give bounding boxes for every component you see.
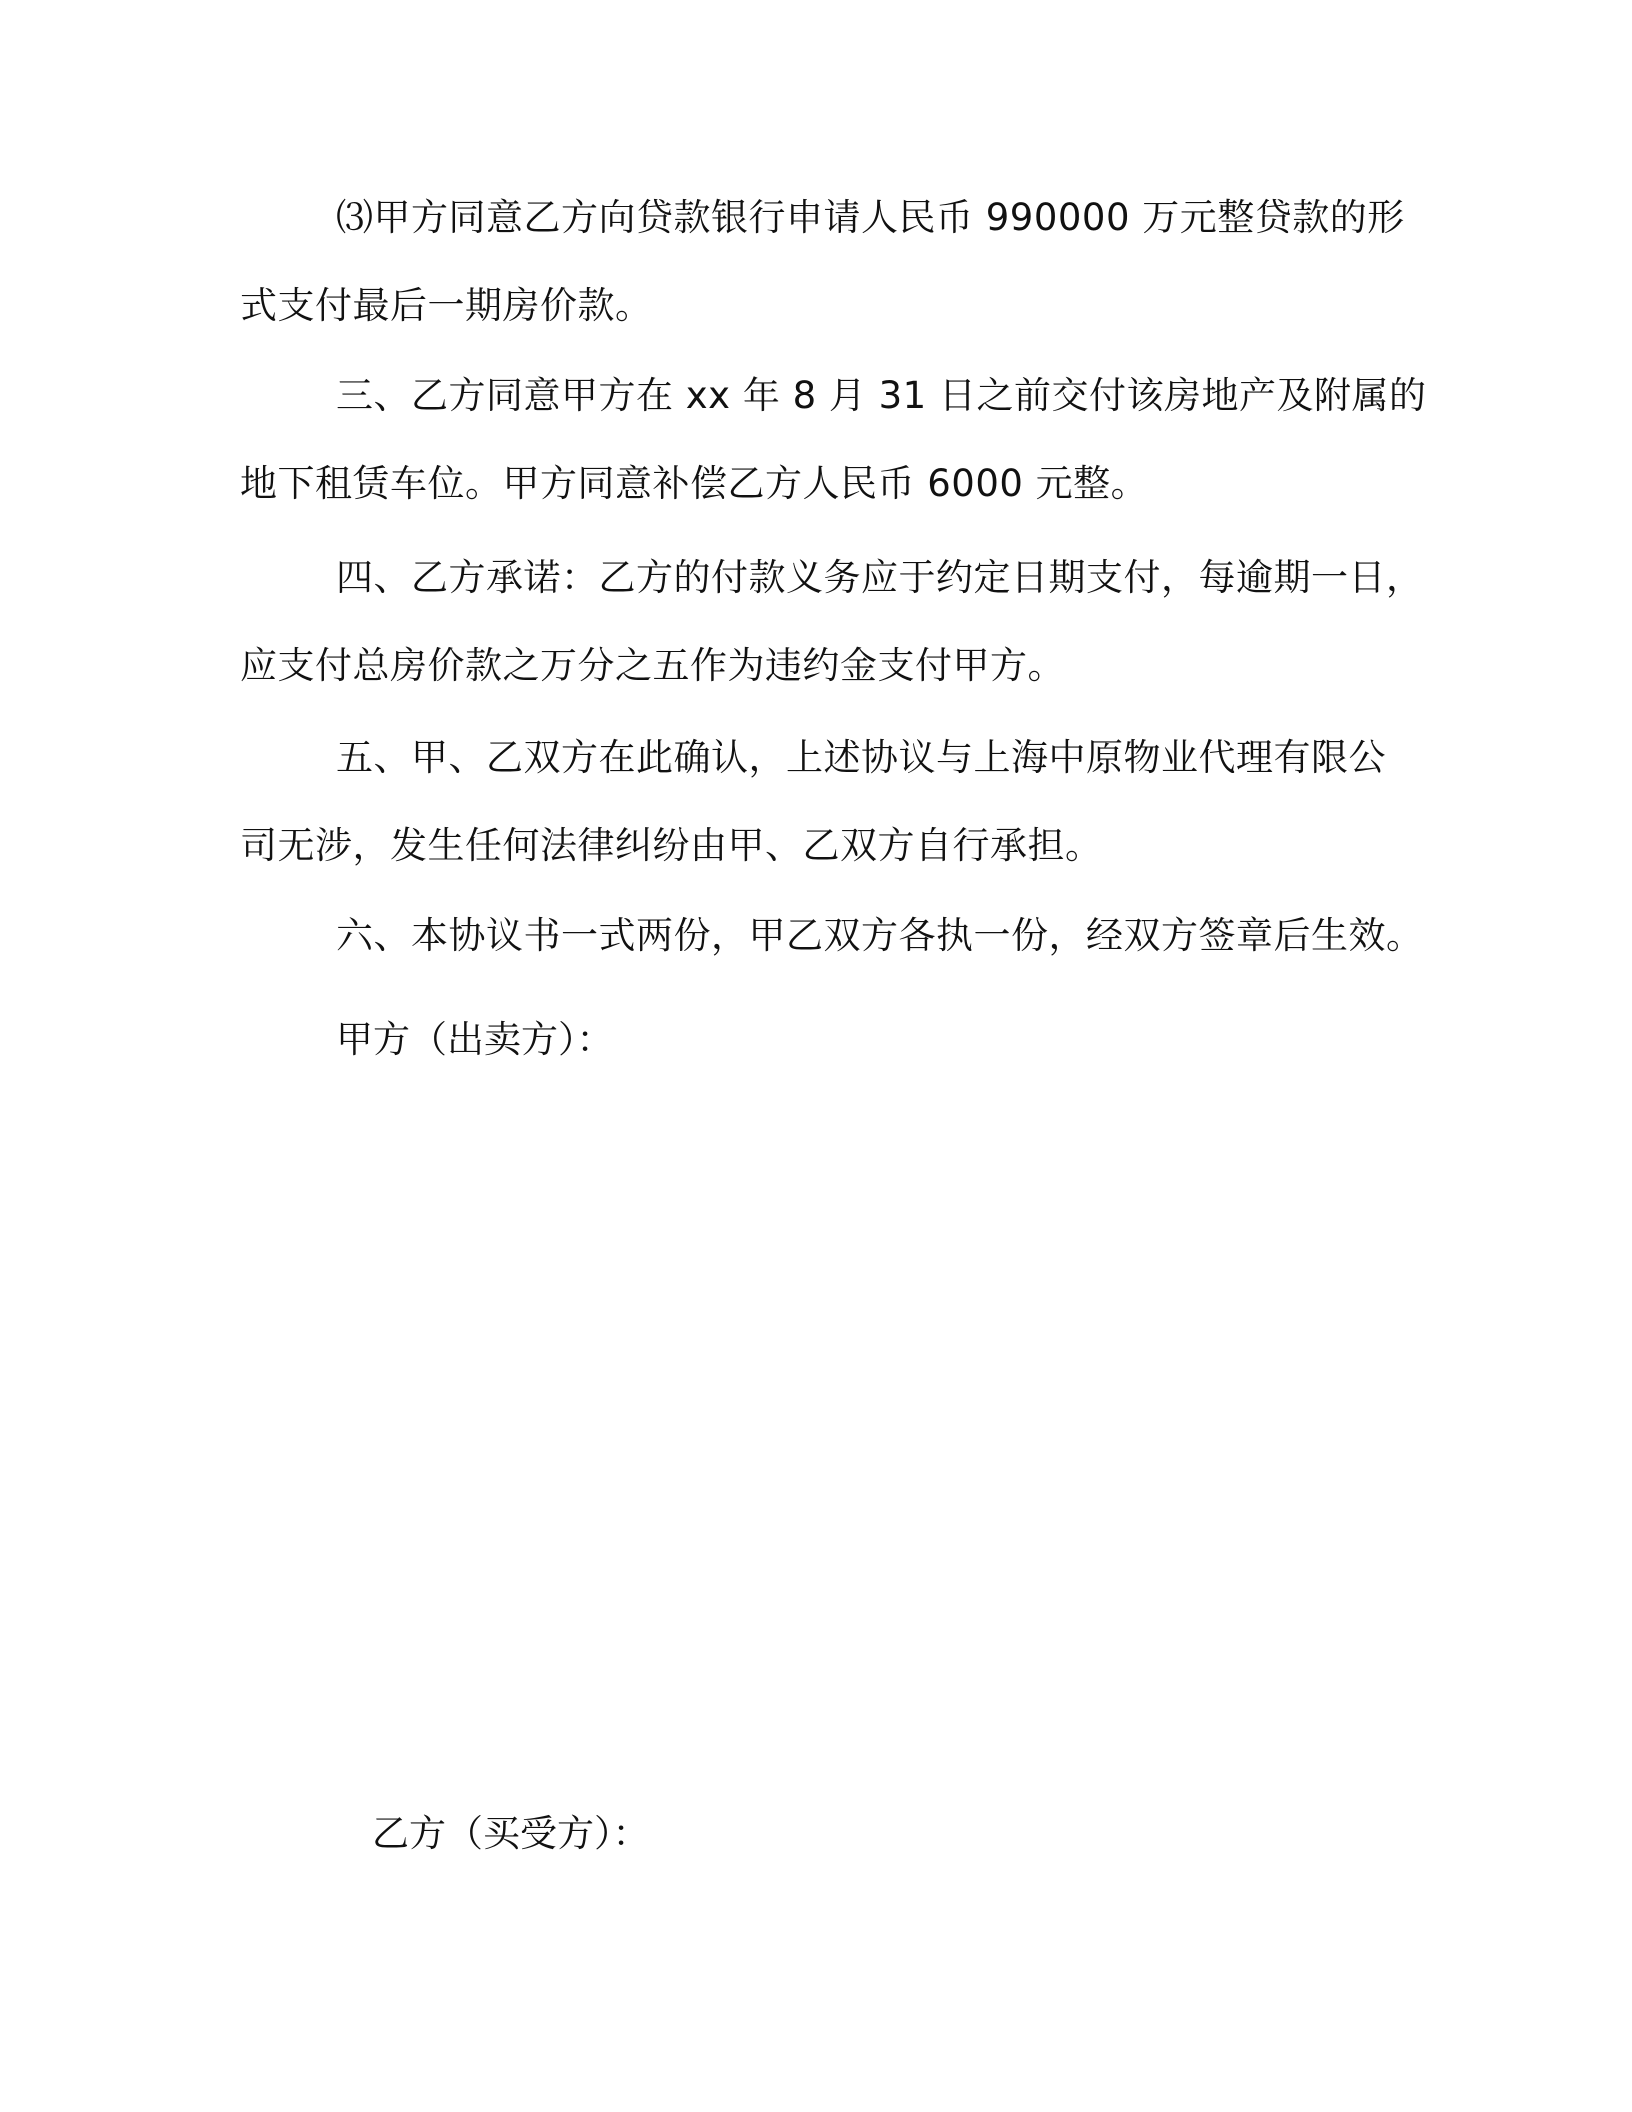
paragraph-line: 四、乙方承诺：乙方的付款义务应于约定日期支付，每逾期一日， bbox=[336, 556, 1424, 599]
party-a-signature-label: 甲方（出卖方）： bbox=[336, 1018, 614, 1061]
paragraph-line: ⑶甲方同意乙方向贷款银行申请人民币 990000 万元整贷款的形 bbox=[336, 196, 1405, 239]
paragraph-line: 式支付最后一期房价款。 bbox=[240, 284, 653, 327]
paragraph-line: 五、甲、乙双方在此确认，上述协议与上海中原物业代理有限公 bbox=[336, 736, 1386, 779]
party-b-signature-label: 乙方（买受方）： bbox=[372, 1812, 650, 1855]
clause-4-paragraph bbox=[240, 534, 1424, 710]
clause-5-paragraph bbox=[240, 714, 1408, 890]
clause-6-paragraph bbox=[240, 892, 1424, 980]
paragraph-line: 三、乙方同意甲方在 xx 年 8 月 31 日之前交付该房地产及附属的 bbox=[336, 374, 1427, 417]
paragraph-line: 六、本协议书一式两份，甲乙双方各执一份，经双方签章后生效。 bbox=[336, 914, 1424, 957]
paragraph-line: 应支付总房价款之万分之五作为违约金支付甲方。 bbox=[240, 644, 1065, 687]
paragraph-line: 地下租赁车位。甲方同意补偿乙方人民币 6000 元整。 bbox=[240, 462, 1149, 505]
clause-3-paragraph bbox=[240, 352, 1427, 528]
paragraph-line: 司无涉，发生任何法律纠纷由甲、乙双方自行承担。 bbox=[240, 824, 1103, 867]
clause-2-3-paragraph bbox=[240, 174, 1408, 350]
